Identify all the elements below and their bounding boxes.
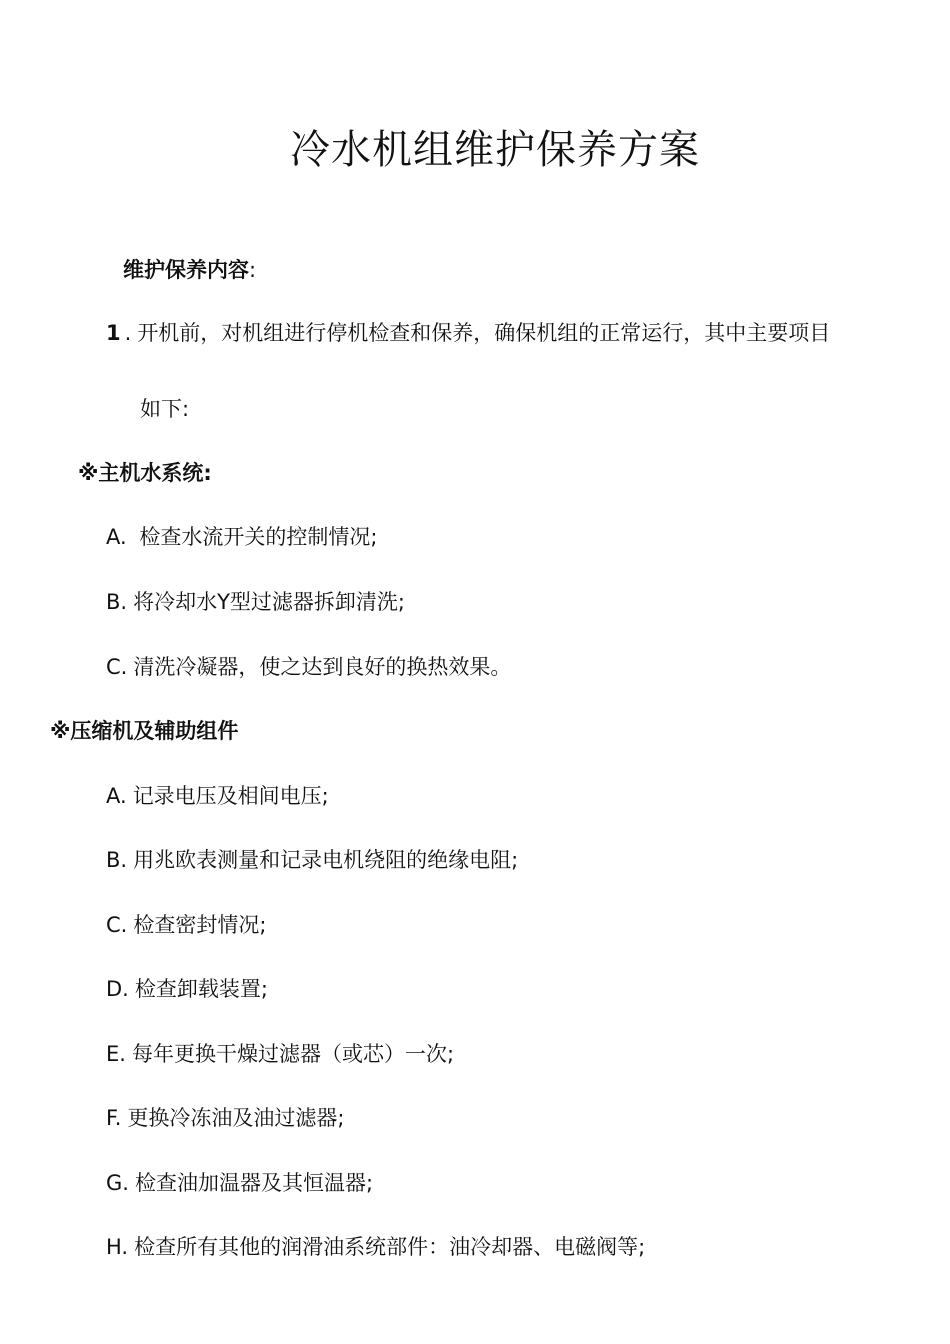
content-heading xyxy=(123,255,256,285)
list-item-letter: H xyxy=(106,1235,122,1259)
list-item-separator: . xyxy=(120,784,127,808)
list-item-letter: B xyxy=(106,848,121,872)
list-item-letter: A xyxy=(106,525,120,549)
list-item-text: 清洗冷凝器，使之达到良好的换热效果。 xyxy=(133,655,512,679)
list-item xyxy=(106,1103,344,1133)
list-item-separator: . xyxy=(114,1106,122,1130)
content-heading-colon: : xyxy=(249,258,257,282)
list-item xyxy=(106,1232,645,1262)
list-item-letter: C xyxy=(106,655,121,679)
item-1-number: 1 xyxy=(106,321,121,345)
list-item-letter: D xyxy=(106,977,123,1001)
list-item-text: 检查所有其他的润滑油系统部件：油冷却器、电磁阀等; xyxy=(134,1235,646,1259)
list-item-text: 将冷却水Y型过滤器拆卸清洗; xyxy=(133,590,406,614)
list-item-separator: . xyxy=(119,1042,126,1066)
list-item-separator: . xyxy=(122,977,129,1001)
list-item-separator: . xyxy=(120,848,128,872)
section-heading-compressor: ※压缩机及辅助组件 xyxy=(50,719,239,743)
content-heading-text: 维护保养内容 xyxy=(123,258,249,282)
list-item-separator: . xyxy=(121,1235,129,1259)
list-item xyxy=(106,845,518,875)
list-item-separator: . xyxy=(122,1171,129,1195)
list-item-text: 检查水流开关的控制情况; xyxy=(132,525,378,549)
list-item-separator: . xyxy=(120,913,128,937)
list-item-letter: E xyxy=(106,1042,120,1066)
list-item-letter: G xyxy=(106,1171,123,1195)
list-item-text: 每年更换干燥过滤器（或芯）一次; xyxy=(131,1042,455,1066)
list-item-letter: B xyxy=(106,590,121,614)
list-item xyxy=(106,1168,373,1198)
list-item-text: 记录电压及相间电压; xyxy=(132,784,329,808)
section-heading-water-system: ※主机水系统: xyxy=(78,461,212,485)
list-item xyxy=(106,974,268,1004)
list-item xyxy=(106,652,511,682)
list-item-letter: A xyxy=(106,784,120,808)
list-item-text: 用兆欧表测量和记录电机绕阻的绝缘电阻; xyxy=(133,848,519,872)
item-1-separator: . xyxy=(124,321,132,345)
item-1-text: 开机前，对机组进行停机检查和保养，确保机组的正常运行，其中主要项目 xyxy=(137,321,831,345)
list-item-text: 检查卸载装置; xyxy=(134,977,268,1001)
list-item xyxy=(106,781,329,811)
list-item-text: 检查密封情况; xyxy=(133,913,267,937)
list-item xyxy=(106,910,266,940)
list-item xyxy=(106,522,377,552)
list-item-text: 更换冷冻油及油过滤器; xyxy=(127,1106,345,1130)
list-item-separator: . xyxy=(120,655,128,679)
list-item-separator: . xyxy=(120,525,127,549)
list-item-separator: . xyxy=(120,590,128,614)
list-item-letter: C xyxy=(106,913,121,937)
list-item xyxy=(106,1039,454,1069)
item-1-line-2: 如下: xyxy=(140,397,190,421)
document-title: 冷水机组维护保养方案 xyxy=(290,127,700,173)
item-1-line-1 xyxy=(106,318,830,348)
list-item-letter: F xyxy=(106,1106,115,1130)
list-item xyxy=(106,587,405,617)
list-item-text: 检查油加温器及其恒温器; xyxy=(134,1171,374,1195)
